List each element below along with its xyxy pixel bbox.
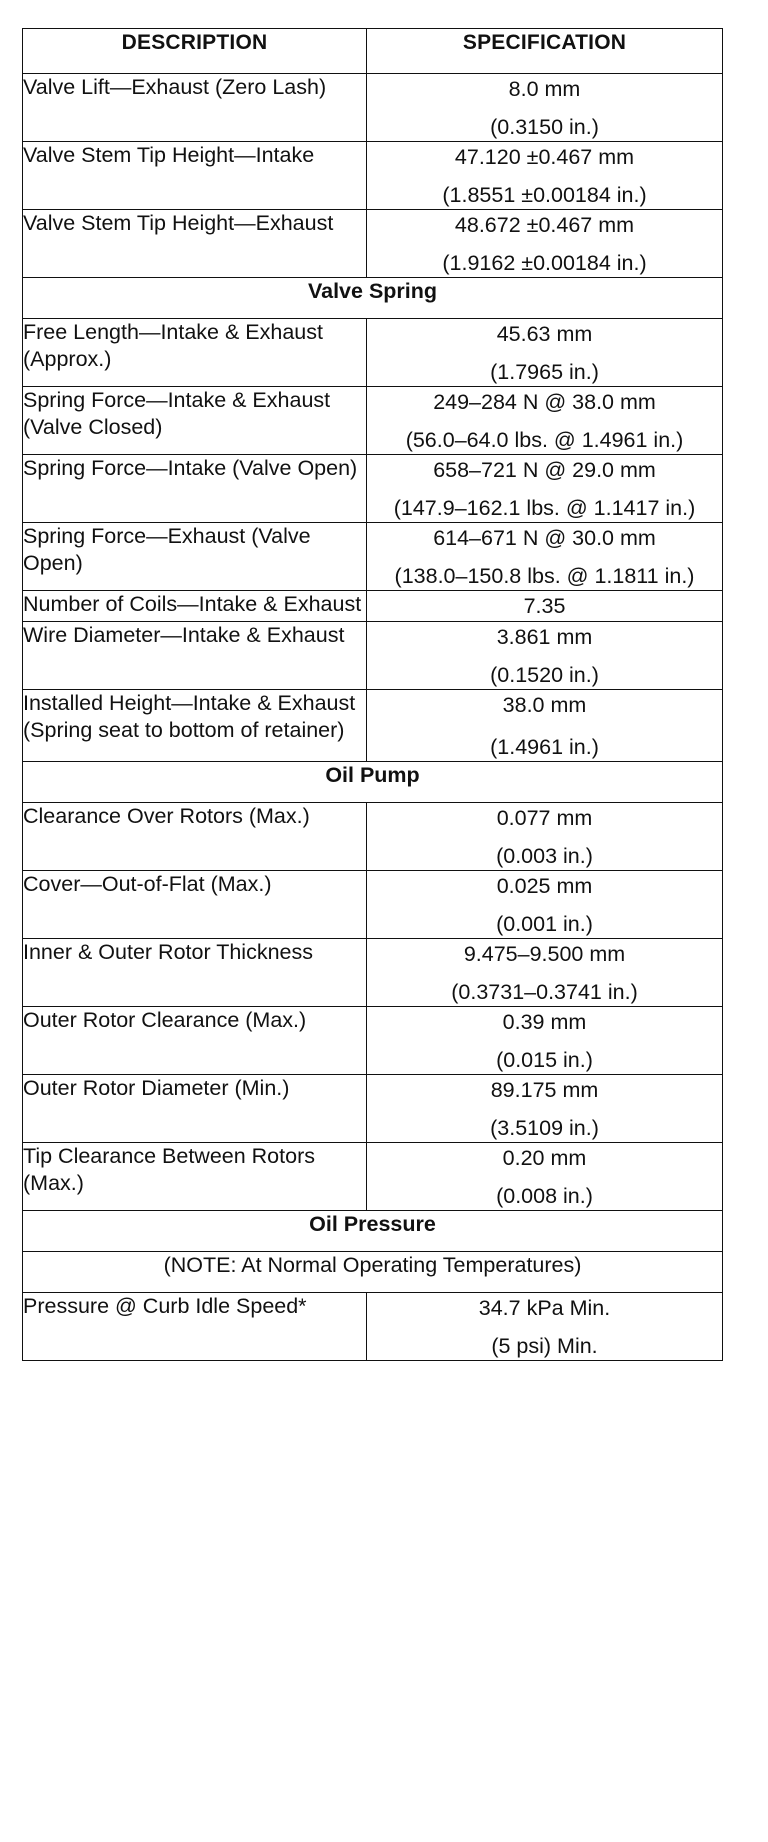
description-cell: Valve Stem Tip Height—Exhaust [23,210,367,278]
description-cell: Spring Force—Exhaust (Valve Open) [23,523,367,591]
description-cell: Inner & Outer Rotor Thickness [23,939,367,1007]
description-cell: Free Length—Intake & Exhaust (Approx.) [23,319,367,387]
table-row [23,622,723,690]
imperial-value: (147.9–162.1 lbs. @ 1.1417 in.) [393,496,696,520]
specification-cell [367,871,723,939]
table-row [23,871,723,939]
section-heading-valve-spring: Valve Spring [23,278,723,319]
specification-cell [367,591,723,622]
specification-cell [367,523,723,591]
imperial-value: (0.003 in.) [496,844,593,868]
section-heading-oil-pump: Oil Pump [23,762,723,803]
specification-cell [367,1143,723,1211]
metric-value: 47.120 ±0.467 mm [454,145,635,169]
table-row [23,74,723,142]
metric-value: 45.63 mm [496,322,593,346]
description-cell: Outer Rotor Diameter (Min.) [23,1075,367,1143]
imperial-value: (1.8551 ±0.00184 in.) [442,183,647,207]
metric-value: 0.077 mm [496,806,593,830]
specification-cell [367,455,723,523]
table-row [23,387,723,455]
imperial-value: (3.5109 in.) [490,1116,599,1140]
table-row [23,455,723,523]
metric-value: 48.672 ±0.467 mm [454,213,635,237]
metric-value: 7.35 [523,594,566,618]
section-heading-oil-pressure: Oil Pressure [23,1211,723,1252]
table-row [23,939,723,1007]
imperial-value: (0.3150 in.) [490,115,599,139]
table-row [23,591,723,622]
metric-value: 0.39 mm [502,1010,587,1034]
specification-cell [367,622,723,690]
specification-cell [367,690,723,762]
metric-value: 3.861 mm [496,625,593,649]
description-cell: Pressure @ Curb Idle Speed* [23,1293,367,1361]
specification-cell [367,319,723,387]
operating-temperature-note: (NOTE: At Normal Operating Temperatures) [23,1252,723,1293]
table-row [23,1075,723,1143]
metric-value: 8.0 mm [508,77,581,101]
table-row [23,1293,723,1361]
section-row [23,1211,723,1252]
specification-cell [367,803,723,871]
imperial-value: (0.3731–0.3741 in.) [451,980,638,1004]
table-row [23,210,723,278]
description-cell: Wire Diameter—Intake & Exhaust [23,622,367,690]
table-row [23,1143,723,1211]
imperial-value: (138.0–150.8 lbs. @ 1.1811 in.) [394,564,695,588]
description-cell: Installed Height—Intake & Exhaust (Spring seat to bottom of retainer) [23,690,367,762]
imperial-value: (1.9162 ±0.00184 in.) [442,251,647,275]
metric-value: 249–284 N @ 38.0 mm [433,390,656,414]
imperial-value: (0.008 in.) [496,1184,593,1208]
imperial-value: (0.015 in.) [496,1048,593,1072]
specification-cell [367,210,723,278]
table-row [23,142,723,210]
specification-column-header: SPECIFICATION [367,29,723,74]
specification-cell [367,1075,723,1143]
metric-value: 89.175 mm [490,1078,599,1102]
metric-value: 0.20 mm [502,1146,587,1170]
specification-cell [367,387,723,455]
imperial-value: (1.4961 in.) [490,735,599,759]
imperial-value: (0.001 in.) [496,912,593,936]
table-row [23,1007,723,1075]
description-cell: Cover—Out-of-Flat (Max.) [23,871,367,939]
metric-value: 34.7 kPa Min. [478,1296,611,1320]
specification-cell [367,939,723,1007]
description-cell: Spring Force—Intake (Valve Open) [23,455,367,523]
header-row [23,29,723,74]
description-cell: Valve Lift—Exhaust (Zero Lash) [23,74,367,142]
description-cell: Number of Coils—Intake & Exhaust [23,591,367,622]
imperial-value: (5 psi) Min. [491,1334,598,1358]
imperial-value: (56.0–64.0 lbs. @ 1.4961 in.) [405,428,684,452]
description-cell: Clearance Over Rotors (Max.) [23,803,367,871]
description-cell: Valve Stem Tip Height—Intake [23,142,367,210]
metric-value: 658–721 N @ 29.0 mm [433,458,656,482]
section-row [23,278,723,319]
specification-cell [367,74,723,142]
specification-cell [367,1007,723,1075]
imperial-value: (1.7965 in.) [490,360,599,384]
table-row [23,690,723,762]
table-row [23,523,723,591]
imperial-value: (0.1520 in.) [490,663,599,687]
metric-value: 614–671 N @ 30.0 mm [433,526,656,550]
section-row [23,762,723,803]
table-row [23,319,723,387]
table-row [23,803,723,871]
description-cell: Spring Force—Intake & Exhaust (Valve Closed) [23,387,367,455]
metric-value: 9.475–9.500 mm [463,942,626,966]
note-row [23,1252,723,1293]
specification-cell [367,1293,723,1361]
description-column-header: DESCRIPTION [23,29,367,74]
description-cell: Tip Clearance Between Rotors (Max.) [23,1143,367,1211]
specification-cell [367,142,723,210]
specification-table [22,28,723,1361]
metric-value: 38.0 mm [502,693,587,717]
description-cell: Outer Rotor Clearance (Max.) [23,1007,367,1075]
metric-value: 0.025 mm [496,874,593,898]
